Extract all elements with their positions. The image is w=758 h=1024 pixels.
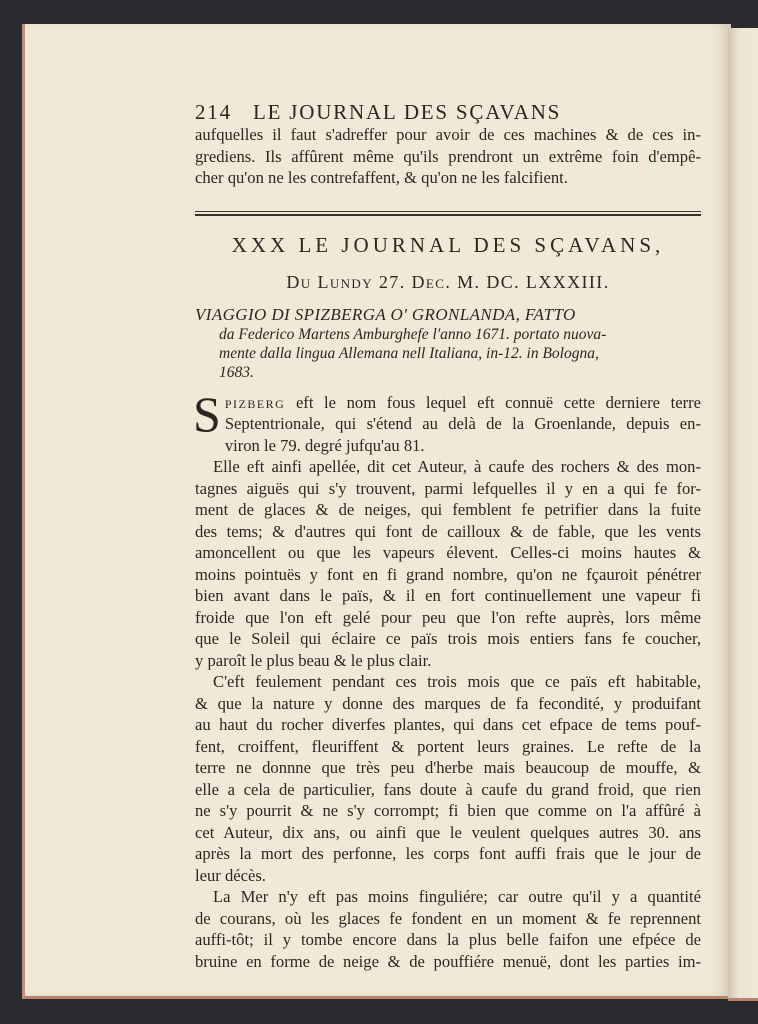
drop-cap: S	[193, 385, 221, 442]
article-body	[193, 385, 701, 973]
text-line: elle a cela de particulier, fans doute à caufe du grand froid, que rien	[195, 779, 701, 799]
running-title: LE JOURNAL DES SÇAVANS	[252, 100, 562, 124]
issue-title: XXX LE JOURNAL DES SÇAVANS,	[231, 232, 665, 257]
page-content	[195, 100, 701, 972]
text-line: aufquelles il faut s'adreffer pour avoir de ces machines & de ces in-	[195, 125, 701, 144]
text-line: leur décès.	[195, 865, 266, 885]
text-line: Septentrionale, qui s'étend au delà de la Groenlande, depuis en-	[224, 414, 701, 433]
text-line: terre ne donnne que très peu d'herbe mais beaucoup de mouffe, &	[195, 758, 701, 777]
book-title: VIAGGIO DI SPIZBERGA O' GRONLANDA, FATTO	[195, 304, 576, 324]
book-subtitle-line: 1683.	[219, 363, 254, 381]
text-line: grediens. Ils affûrent même qu'ils prendront un extrême foin d'empê-	[195, 146, 701, 166]
section-rule	[195, 211, 701, 216]
text-line: auffi-tôt; il y tombe encore dans la plus belle faifon une efpéce de	[195, 930, 701, 949]
first-word: pizberg	[224, 392, 286, 412]
text-line: cher qu'on ne les contrefaffent, & qu'on ne les falcifient.	[195, 168, 568, 187]
first-line-text: eft le nom fous lequel eft connuë cette derniere terre	[295, 392, 701, 412]
text-line: y paroît le plus beau & le plus clair.	[195, 650, 432, 670]
carryover-paragraph	[195, 124, 701, 189]
text-line: moins pointuës y font en fi grand nombre, qu'on ne fçauroit pénétrer	[195, 564, 701, 584]
book-subtitle-line: mente dalla lingua Allemana nell Italiana, in-12. in Bologna,	[219, 344, 599, 362]
text-line: tagnes aiguës qui s'y trouvent, parmi lefquelles il y en a qui fe for-	[195, 478, 701, 498]
text-line: froide que l'on eft gelé pour peu que l'on refte auprès, lors même	[195, 607, 701, 627]
running-header	[195, 100, 701, 124]
facing-page-edge	[728, 28, 758, 1001]
text-line: après la mort des perfonne, les corps font auffi frais que le jour de	[195, 844, 701, 863]
text-line: que le Soleil qui éclaire ce païs trois mois entiers fans fe coucher,	[195, 629, 701, 648]
text-line: au haut du rocher diverfes plantes, qui dans cet efpace de tems pouf-	[195, 715, 701, 734]
text-line: Elle eft ainfi apellée, dit cet Auteur, à caufe des rochers & des mon-	[213, 457, 701, 476]
text-line	[195, 392, 701, 414]
text-line: C'eft feulement pendant ces trois mois que ce païs eft habitable,	[213, 672, 701, 691]
text-line: bien avant dans le païs, & il en fort continuellement une vapeur fi	[195, 586, 701, 605]
text-line: La Mer n'y eft pas moins finguliére; car outre qu'il y a quantité	[213, 887, 701, 906]
text-line: cet Auteur, dix ans, ou ainfi que le veulent quelques autres 30. ans	[195, 822, 701, 842]
text-line: fent, croiffent, fleuriffent & portent leurs graines. Le refte de la	[195, 736, 701, 756]
book-page	[22, 24, 731, 999]
issue-date: Du Lundy 27. Dec. M. DC. LXXXIII.	[286, 271, 610, 292]
text-line: des tems; & d'autres qui font de cailloux & de fable, que les vents	[195, 521, 701, 541]
text-line: ne s'y pourrit & ne s'y corrompt; fi bien que comme on l'a affûré à	[195, 801, 701, 820]
book-subtitle-line: da Federico Martens Amburghefe l'anno 1671. portato nuova-	[219, 325, 607, 343]
text-line: viron le 79. degré jufqu'au 81.	[224, 435, 425, 455]
page-number: 214	[195, 100, 232, 124]
text-line: bruine en forme de neige & de pouffiére menuë, dont les parties im-	[195, 951, 701, 971]
text-line: amoncellent ou que les vapeurs élevent. Celles-ci moins hautes &	[195, 543, 701, 562]
text-line: ment de glaces & de neiges, qui femblent fe petrifier dans la fuite	[195, 500, 701, 519]
text-line: de courans, où les glaces fe fondent en un moment & fe reprennent	[195, 908, 701, 928]
text-line: & que la nature y donne des marques de fa fecondité, y produifant	[195, 693, 701, 713]
